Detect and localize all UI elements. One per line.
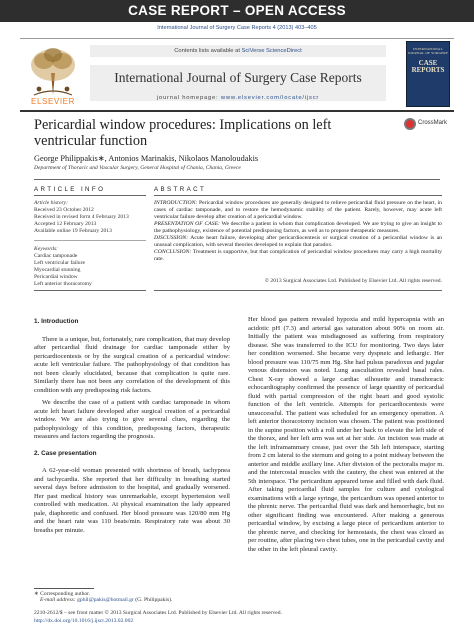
- issn-block: [34, 610, 282, 625]
- history-item: Accepted 12 February 2013: [34, 221, 97, 227]
- elsevier-tree-logo: [24, 43, 82, 105]
- body-paragraph: Her blood gas pattern revealed hypoxia and mild hypercapnia with an acidotic pH (7.3) and arterial gas saturation about 90% on room air. Initially the patient was misdiagnosed as suffering from respiratory disease. She was transferred to the ICU for monitoring. Two days later her condition worsened. She became very dyspneic and lethargic. Her blood pressure was 110/75 mm Hg. She had pulsus paradoxus and jugular venous distension was noted. Lung auscultation revealed basal rales. Chest X-ray showed a large cardiac silhouette and transthoracic echocardiography confirmed the presence of large quantity of pericardial fluid with partial compression of the right heart and good systolic function of the left ventricle. Attempts for pericardiocentesis were unsuccessful. The patient was scheduled for an emergency operation. A left anterior thoracotomy incision was chosen. The patient was positioned in the supine position with a roll under her back to elevate the left side of the thorax, and her left arm was set at her side. An incision was made at the left inframammary crease, just over the 5th left interspace, starting from 2 cm lateral to the sternum and going to a point midway between the anterior and middle axillary line. After division of the pectoralis major m. and the intercostal muscles with the cautery, the chest was entered at the 5th interspace. The pericardium appeared tense and filled with dark fluid. After taking pericardial fluid samples for culture and cytological examinations with a large syringe, the pericardium was opened anterior to the phrenic nerve. The pericardial fluid was dark and hemorrhagic, but no other significant finding was encountered. After making a generous pericardial window, by excising a large piece of pericardium anterior to the phrenic nerve, and checking for hemostasis, the chest was closed as per routine, after placing two chest tubes, one in the pericardial cavity and the other in the left pleural cavity.: [248, 316, 444, 553]
- abstract-discussion-label: DISCUSSION:: [154, 235, 189, 241]
- abstract-conclusion-label: CONCLUSION:: [154, 249, 192, 255]
- elsevier-wordmark: ELSEVIER: [31, 97, 75, 106]
- footnote-marker: ∗: [34, 591, 39, 597]
- abstract-case: We describe a patient in whom that complication developed. We are trying to give an insight to the pathophysiology, existence of potential predisposing factors, as well as to propose therapeutic measures.: [154, 221, 443, 234]
- abstract-conclusion: Treatment is supportive, but that complication of pericardial window procedures may carry a high mortality rate.: [154, 249, 442, 262]
- journal-homepage: [90, 95, 386, 101]
- history-item: Received 23 October 2012: [34, 207, 94, 213]
- divider: [34, 195, 146, 196]
- contents-prefix: Contents lists available at: [174, 48, 242, 54]
- section-heading-introduction: 1. Introduction: [34, 318, 79, 325]
- divider: [154, 290, 442, 291]
- sciencedirect-link[interactable]: SciVerse ScienceDirect: [241, 48, 302, 54]
- author-list: George Philippakis∗, Antonios Marinakis, Nikolaos Manoloudakis: [34, 154, 259, 163]
- keyword[interactable]: Pericardial window: [34, 274, 78, 280]
- corresponding-author-note: [34, 591, 172, 603]
- keyword[interactable]: Myocardial stunning: [34, 267, 81, 273]
- history-item: Received in revised form 4 February 2013: [34, 214, 129, 220]
- doi-link[interactable]: http://dx.doi.org/10.1016/j.ijscr.2013.02.002: [34, 617, 134, 624]
- history-label: Article history:: [34, 200, 69, 206]
- keyword[interactable]: Left ventricular failure: [34, 260, 85, 266]
- open-access-banner: CASE REPORT – OPEN ACCESS: [0, 0, 474, 22]
- abstract-body: [154, 200, 442, 263]
- divider: [34, 179, 440, 180]
- author-email-link[interactable]: gphil@pakis@hotmail.gr: [77, 597, 134, 603]
- journal-header: [20, 38, 454, 112]
- journal-citation[interactable]: International Journal of Surgery Case Reports 4 (2013) 403–405: [157, 25, 317, 31]
- footnote-text: Corresponding author.: [38, 591, 91, 597]
- body-paragraph: We describe the case of a patient with cardiac tamponade in whom acute left heart failure developed after surgical creation of a pericardial window. We are also trying to give several clues, regarding the pathophysiology of this condition, predisposing factors, therapeutic measures and factors regarding the prognosis.: [34, 399, 230, 440]
- body-paragraph: There is a unique, but, fortunately, rare complication, that may develop after pericardial fluid drainage for cardiac tamponade either by pericardiocentesis or by the surgical creation of a pericardial window: acute left ventricular failure. The pathophysiology of that condition has not been clearly elucidated, because that complication is quite rare. Similarly there has not been any correlation of the development of this condition with any predisposing risk factors.: [34, 335, 230, 394]
- email-label: E-mail address:: [40, 597, 78, 603]
- crossmark-badge[interactable]: [404, 118, 446, 132]
- journal-title: International Journal of Surgery Case Reports: [90, 65, 386, 101]
- history-item: Available online 19 February 2013: [34, 228, 112, 234]
- issn-line: 2210-2612/$ – see front matter © 2013 Surgical Associates Ltd. Published by Elsevier Ltd. All rights reserved.: [34, 610, 282, 616]
- divider: [34, 290, 146, 291]
- crossmark-icon: [404, 118, 416, 130]
- crossmark-label: CrossMark: [418, 120, 448, 126]
- abstract-heading: ABSTRACT: [154, 186, 207, 193]
- article-title: Pericardial window procedures: Implications on left ventricular function: [34, 117, 332, 149]
- abstract-discussion: Acute heart failure, developing after pericardiocentesis or surgical creation of a pericardial window is an unusual complication, with several theories developed to explain that paradox.: [154, 235, 442, 248]
- body-column-left: [34, 318, 230, 539]
- footnote-divider: [34, 588, 94, 589]
- homepage-prefix: journal homepage:: [156, 95, 221, 101]
- body-column-right: [248, 316, 444, 558]
- abstract-case-label: PRESENTATION OF CASE:: [154, 221, 220, 227]
- cover-title-top: INTERNATIONAL JOURNAL OF SURGERY: [407, 47, 449, 55]
- author-affiliation: Department of Thoracic and Vascular Surgery, General Hospital of Chania, Chania, Greece: [34, 165, 241, 171]
- contents-availability: [90, 45, 386, 57]
- email-suffix: (G. Philippakis).: [133, 597, 173, 603]
- keywords-label: Keywords:: [34, 246, 59, 252]
- abstract-intro-label: INTRODUCTION:: [154, 200, 198, 206]
- body-paragraph: A 62-year-old woman presented with shortness of breath, tachypnea and tachycardia. She reported that her difficulty in breathing started several days before admission to the hospital, and gradually worsened. Her past medical history was unremarkable, except hypertension well controlled with medication. At physical examination the lady appeared pale, diaphoretic and confused. Her blood pressure was 120/80 mm Hg and the heart rate was 110 beats/min. Respiratory rate was about 30 breaths per minute.: [34, 467, 230, 534]
- keyword[interactable]: Left anterior thoracotomy: [34, 281, 92, 287]
- keyword[interactable]: Cardiac tamponade: [34, 253, 78, 259]
- divider: [154, 195, 442, 196]
- article-info-heading: ARTICLE INFO: [34, 186, 106, 193]
- homepage-link[interactable]: www.elsevier.com/locate/ijscr: [220, 95, 320, 101]
- abstract-copyright: © 2013 Surgical Associates Ltd. Published by Elsevier Ltd. All rights reserved.: [264, 278, 442, 284]
- section-heading-case: 2. Case presentation: [34, 449, 97, 457]
- cover-title-main: CASE REPORTS: [411, 59, 445, 74]
- article-info: [34, 200, 146, 288]
- abstract-intro: Pericardial window procedures are generally designed to relieve pericardial fluid pressure on the heart, in cases of cardiac tamponade, and to restore the hemodynamic stability of the patient. Rarely, however, may acute left ventricular failure develop after creation of a pericardial window.: [154, 200, 442, 220]
- journal-cover-thumbnail[interactable]: [406, 41, 450, 107]
